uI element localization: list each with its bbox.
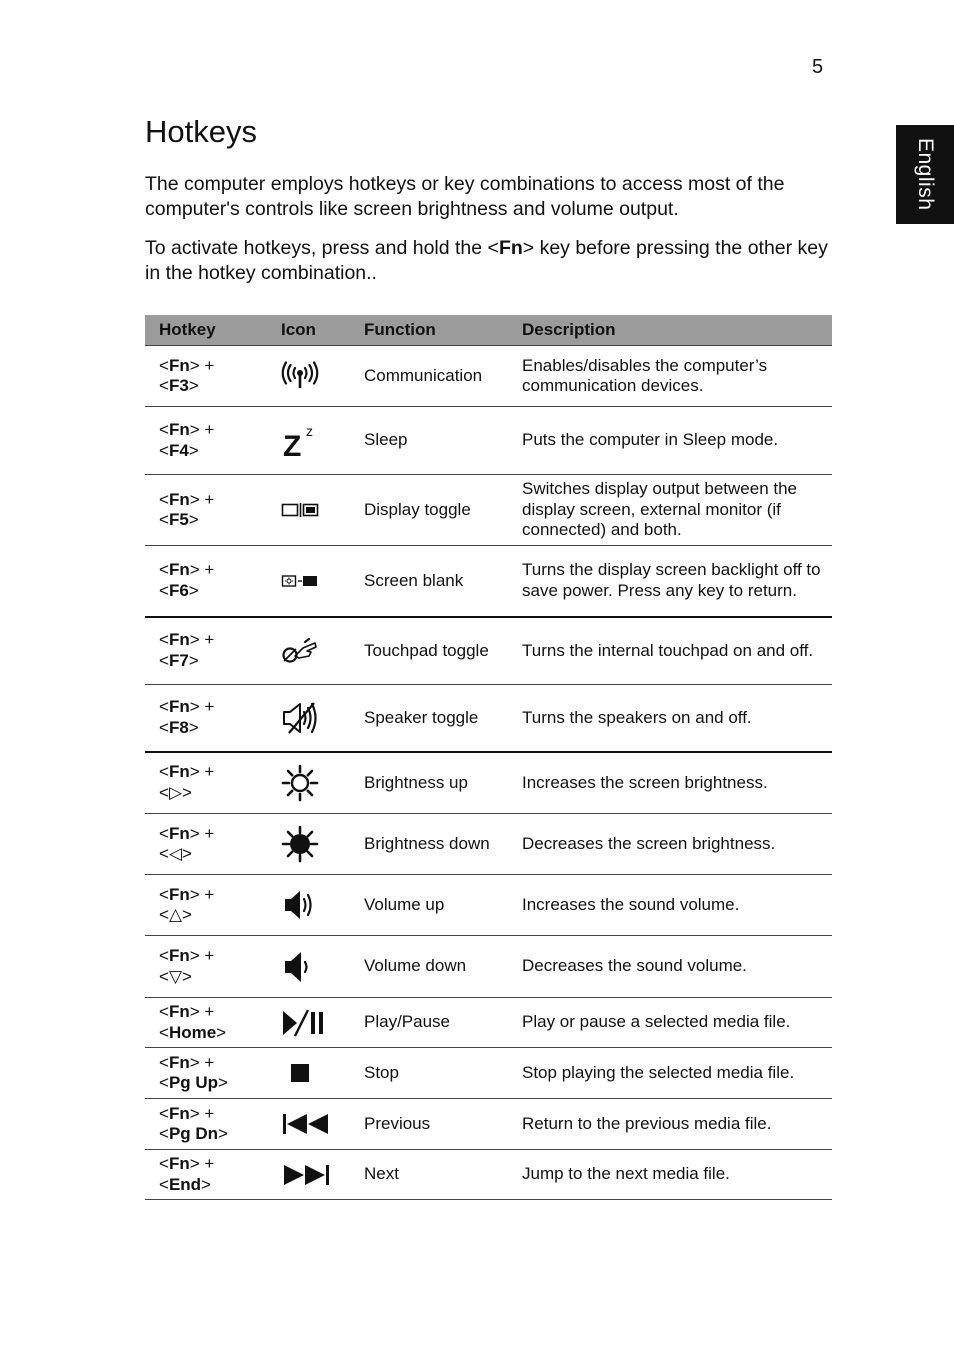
function-cell: Brightness up [364, 752, 522, 814]
page-title: Hotkeys [145, 114, 257, 149]
hotkey-fn: Fn [168, 1002, 190, 1021]
communication-icon [280, 356, 320, 396]
hotkey-fn: Fn [168, 1154, 190, 1173]
hotkey-key-line: <End> [159, 1174, 211, 1194]
table-row [145, 1048, 832, 1099]
function-cell: Speaker toggle [364, 685, 522, 752]
hotkey-fn: Fn [168, 823, 190, 843]
hotkey-plus: + [199, 823, 215, 843]
hotkey-plus: + [199, 420, 215, 439]
hotkey-fn-line: <Fn> + [159, 1103, 215, 1123]
hotkey-cell [145, 998, 275, 1048]
hotkey-fn: Fn [168, 489, 190, 509]
hotkey-key: ◁ [168, 844, 183, 863]
hotkey-plus: + [199, 630, 215, 650]
hotkey-fn: Fn [168, 762, 190, 782]
function-cell: Previous [364, 1099, 522, 1150]
function-cell: Sleep [364, 407, 522, 475]
function-cell: Touchpad toggle [364, 617, 522, 685]
hotkey-plus: + [199, 884, 215, 904]
description-cell: Turns the speakers on and off. [522, 685, 832, 752]
header-description: Description [522, 315, 832, 346]
icon-cell [275, 1099, 364, 1150]
hotkey-fn: Fn [168, 946, 190, 965]
icon-cell [275, 546, 364, 617]
description-cell: Turns the display screen backlight off to save power. Press any key to return. [522, 546, 832, 617]
hotkey-key: F3 [168, 376, 189, 395]
hotkey-cell [145, 814, 275, 875]
icon-cell [275, 685, 364, 752]
hotkey-fn-line: <Fn> + [159, 1154, 215, 1173]
hotkey-cell [145, 407, 275, 475]
icon-cell [275, 936, 364, 998]
table-row [145, 546, 832, 617]
hotkey-fn-line: <Fn> + [159, 1052, 215, 1072]
icon-cell [275, 998, 364, 1048]
function-cell: Play/Pause [364, 998, 522, 1048]
description-cell: Puts the computer in Sleep mode. [522, 407, 832, 475]
hotkey-key-line: <Home> [159, 1022, 227, 1042]
hotkey-fn-line: <Fn> + [159, 560, 215, 580]
hotkey-cell [145, 617, 275, 685]
description-cell: Switches display output between the display screen, external monitor (if connected) and both. [522, 475, 832, 546]
hotkey-cell [145, 1150, 275, 1200]
hotkeys-table [145, 315, 832, 1200]
function-cell: Screen blank [364, 546, 522, 617]
icon-cell [275, 1048, 364, 1099]
hotkey-key-line: <Pg Dn> [159, 1124, 228, 1143]
hotkey-key-line: <△> [159, 905, 192, 924]
hotkey-key: Pg Dn [168, 1124, 219, 1143]
hotkey-plus: + [199, 697, 215, 717]
icon-cell [275, 814, 364, 875]
hotkey-cell [145, 685, 275, 752]
table-row [145, 875, 832, 936]
hotkey-cell [145, 875, 275, 936]
hotkey-cell [145, 546, 275, 617]
hotkey-cell [145, 1099, 275, 1150]
hotkey-fn-line: <Fn> + [159, 697, 215, 717]
volume-down-icon [280, 947, 320, 987]
hotkey-cell [145, 936, 275, 998]
language-tab-label: English [914, 138, 937, 211]
hotkey-key-line: <F8> [159, 717, 199, 737]
hotkey-cell [145, 752, 275, 814]
hotkey-fn-line: <Fn> + [159, 420, 215, 439]
previous-icon [280, 1104, 332, 1144]
svg-text:z: z [306, 422, 313, 439]
hotkey-fn: Fn [168, 420, 190, 439]
brightness-up-icon [280, 763, 320, 803]
hotkey-plus: + [199, 489, 215, 509]
hotkey-plus: + [199, 1103, 215, 1123]
table-row [145, 617, 832, 685]
hotkey-fn-line: <Fn> + [159, 762, 215, 782]
description-cell: Stop playing the selected media file. [522, 1048, 832, 1099]
hotkey-key-line: <Pg Up> [159, 1073, 228, 1092]
speaker-toggle-icon [280, 698, 320, 738]
table-row [145, 475, 832, 546]
sleep-icon [280, 421, 320, 461]
table-row [145, 752, 832, 814]
intro-fn-key: Fn [498, 237, 523, 259]
table-row [145, 998, 832, 1048]
description-cell: Play or pause a selected media file. [522, 998, 832, 1048]
intro-paragraph: The computer employs hotkeys or key combinations to access most of the computer's controls like screen brightness and volume output. [145, 173, 785, 220]
touchpad-toggle-icon [280, 631, 320, 671]
intro-text-before: To activate hotkeys, press and hold the < [145, 237, 499, 259]
icon-cell [275, 875, 364, 936]
language-tab [896, 125, 954, 224]
table-row [145, 346, 832, 407]
hotkey-fn: Fn [168, 1052, 190, 1072]
hotkey-plus: + [199, 762, 215, 782]
hotkey-key-line: <▷> [159, 782, 192, 802]
table-row [145, 1099, 832, 1150]
hotkey-cell [145, 475, 275, 546]
description-cell: Jump to the next media file. [522, 1150, 832, 1200]
hotkey-key: F8 [168, 717, 189, 737]
icon-cell [275, 1150, 364, 1200]
hotkey-plus: + [199, 560, 215, 580]
hotkey-key-line: <F4> [159, 440, 199, 460]
table-row [145, 407, 832, 475]
stop-icon [280, 1053, 320, 1093]
icon-cell [275, 752, 364, 814]
header-function: Function [364, 315, 522, 346]
brightness-down-icon [280, 824, 320, 864]
table-row [145, 685, 832, 752]
function-cell: Display toggle [364, 475, 522, 546]
table-row [145, 936, 832, 998]
hotkey-fn: Fn [168, 355, 190, 375]
description-cell: Increases the sound volume. [522, 875, 832, 936]
intro-text-after: > key before pressing the other key in the hotkey combination.. [145, 237, 828, 284]
hotkey-fn: Fn [168, 884, 190, 904]
intro-activation-paragraph [145, 236, 835, 286]
function-cell: Next [364, 1150, 522, 1200]
hotkey-fn-line: <Fn> + [159, 946, 215, 965]
hotkey-fn-line: <Fn> + [159, 823, 215, 843]
table-header-row [145, 315, 832, 346]
icon-cell [275, 617, 364, 685]
hotkey-cell [145, 346, 275, 407]
table-row [145, 814, 832, 875]
svg-text:Z: Z [283, 429, 302, 460]
hotkey-plus: + [199, 1154, 215, 1173]
hotkey-key: F6 [168, 580, 189, 600]
hotkey-key: ▽ [168, 966, 183, 986]
description-cell: Return to the previous media file. [522, 1099, 832, 1150]
play-pause-icon [280, 1003, 332, 1043]
hotkey-key: F7 [168, 650, 189, 670]
icon-cell [275, 475, 364, 546]
description-cell: Enables/disables the computer’s communication devices. [522, 346, 832, 407]
hotkey-key: F4 [168, 440, 189, 460]
description-cell: Decreases the sound volume. [522, 936, 832, 998]
hotkey-key-line: <◁> [159, 844, 192, 863]
hotkey-key-line: <F5> [159, 510, 199, 529]
hotkey-key-line: <F6> [159, 580, 199, 600]
hotkey-fn-line: <Fn> + [159, 489, 215, 509]
description-cell: Decreases the screen brightness. [522, 814, 832, 875]
description-cell: Turns the internal touchpad on and off. [522, 617, 832, 685]
screen-blank-icon [280, 561, 320, 601]
hotkey-key: △ [168, 905, 183, 924]
hotkey-fn: Fn [168, 630, 190, 650]
header-icon: Icon [275, 315, 364, 346]
function-cell: Brightness down [364, 814, 522, 875]
hotkey-plus: + [199, 355, 215, 375]
hotkey-plus: + [199, 946, 215, 965]
hotkey-key: End [168, 1174, 202, 1194]
hotkey-fn: Fn [168, 560, 190, 580]
display-toggle-icon [280, 490, 320, 530]
description-cell: Increases the screen brightness. [522, 752, 832, 814]
table-row [145, 1150, 832, 1200]
icon-cell [275, 407, 364, 475]
hotkey-key-line: <F7> [159, 650, 199, 670]
hotkey-key: Home [168, 1022, 217, 1042]
hotkey-key: Pg Up [168, 1073, 219, 1092]
next-icon [280, 1155, 332, 1195]
hotkey-key: ▷ [168, 782, 183, 802]
function-cell: Volume up [364, 875, 522, 936]
hotkey-fn: Fn [168, 697, 190, 717]
hotkey-key-line: <▽> [159, 966, 192, 986]
function-cell: Communication [364, 346, 522, 407]
page-number: 5 [812, 56, 824, 78]
hotkey-fn: Fn [168, 1103, 190, 1123]
header-hotkey: Hotkey [145, 315, 275, 346]
function-cell: Volume down [364, 936, 522, 998]
hotkey-fn-line: <Fn> + [159, 355, 215, 375]
icon-cell [275, 346, 364, 407]
hotkey-plus: + [199, 1052, 215, 1072]
volume-up-icon [280, 885, 320, 925]
hotkey-fn-line: <Fn> + [159, 1002, 215, 1021]
hotkey-cell [145, 1048, 275, 1099]
hotkey-plus: + [199, 1002, 215, 1021]
hotkey-fn-line: <Fn> + [159, 884, 215, 904]
hotkey-fn-line: <Fn> + [159, 630, 215, 650]
function-cell: Stop [364, 1048, 522, 1099]
hotkey-key-line: <F3> [159, 376, 199, 395]
hotkey-key: F5 [168, 510, 189, 529]
